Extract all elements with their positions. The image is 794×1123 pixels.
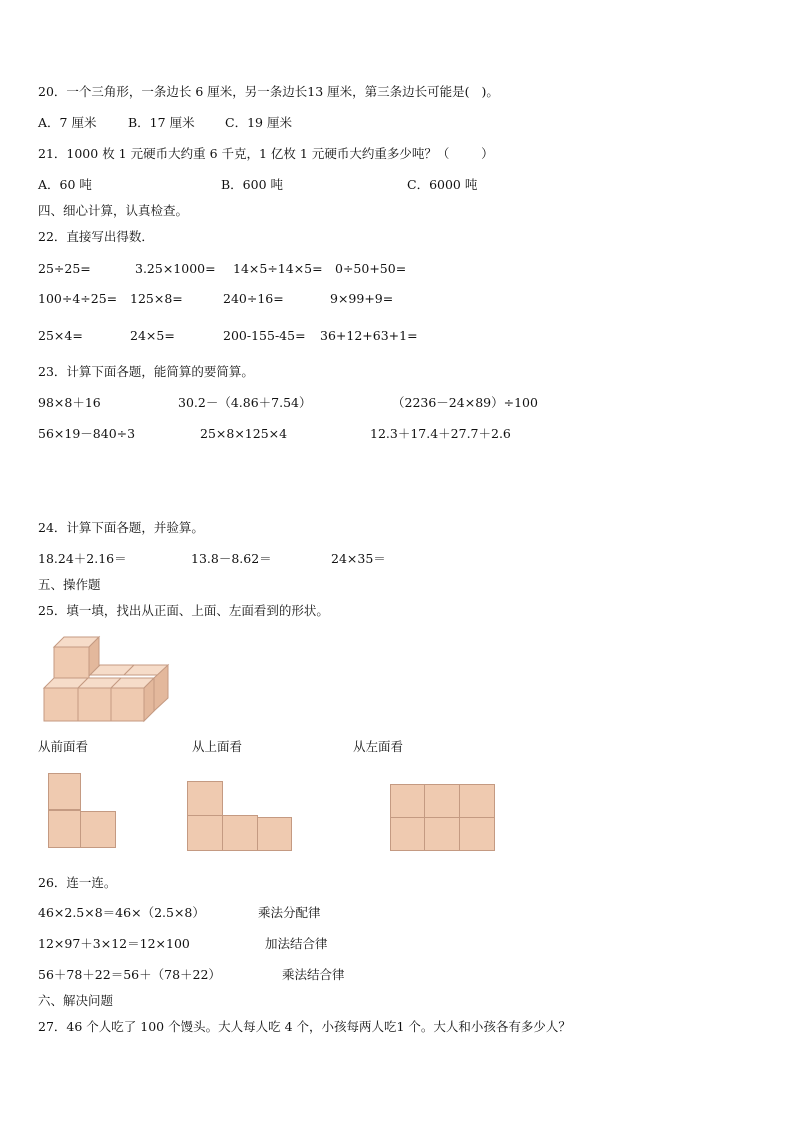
- q20-stem: 20．一个三角形，一条边长 6 厘米，另一条边长13 厘米，第三条边长可能是( )。: [38, 84, 499, 99]
- q22-item: 240÷16=: [223, 291, 284, 306]
- q23-item: 30.2－（4.86＋7.54）: [178, 395, 312, 410]
- view-square: [187, 815, 223, 851]
- q22-item: 36+12+63+1=: [320, 328, 418, 343]
- q23-item: 56×19－840÷3: [38, 426, 136, 441]
- q22-item: 3.25×1000=: [135, 261, 216, 276]
- q21-option-c[interactable]: C．6000 吨: [407, 177, 478, 192]
- view-square: [80, 811, 116, 848]
- q22-stem: 22．直接写出得数．: [38, 229, 154, 244]
- q24-item: 18.24＋2.16＝: [38, 551, 127, 566]
- view-square: [48, 810, 81, 848]
- q21-stem: 21．1000 枚 1 元硬币大约重 6 千克，1 亿枚 1 元硬币大约重多少吨？（ ）: [38, 146, 494, 161]
- q24-item: 13.8－8.62＝: [191, 551, 272, 566]
- q20-option-c[interactable]: C．19 厘米: [225, 115, 292, 130]
- q22-item: 0÷50+50=: [335, 261, 407, 276]
- q22-item: 25÷25=: [38, 261, 91, 276]
- section-4-heading: 四、细心计算，认真检查。: [38, 203, 189, 218]
- q27-stem: 27．46 个人吃了 100 个馒头。大人每人吃 4 个，小孩每两人吃1 个。大人和小孩各有多少人？: [38, 1019, 571, 1034]
- section-6-heading: 六、解决问题: [38, 993, 114, 1008]
- q26-right-item[interactable]: 乘法结合律: [282, 967, 345, 982]
- q23-item: 98×8＋16: [38, 395, 101, 410]
- cube-front-face: [44, 688, 78, 721]
- q22-item: 25×4=: [38, 328, 83, 343]
- view-square: [187, 781, 223, 816]
- q23-item: 12.3＋17.4＋27.7＋2.6: [370, 426, 511, 441]
- q26-left-item[interactable]: 12×97＋3×12＝12×100: [38, 936, 190, 951]
- view-label-left: 从左面看: [353, 739, 404, 754]
- q26-right-item[interactable]: 加法结合律: [265, 936, 328, 951]
- q22-item: 125×8=: [130, 291, 183, 306]
- q25-stem: 25．填一填，找出从正面、上面、左面看到的形状。: [38, 603, 329, 618]
- q23-item: 25×8×125×4: [200, 426, 288, 441]
- q23-item: （2236－24×89）÷100: [392, 395, 538, 410]
- q22-item: 200-155-45=: [223, 328, 306, 343]
- q26-left-item[interactable]: 46×2.5×8＝46×（2.5×8）: [38, 905, 205, 920]
- section-5-heading: 五、操作题: [38, 577, 101, 592]
- view-square: [222, 815, 258, 851]
- q22-item: 9×99+9=: [330, 291, 394, 306]
- q22-item: 14×5÷14×5=: [233, 261, 323, 276]
- view-square: [48, 773, 81, 810]
- view-label-front: 从前面看: [38, 739, 89, 754]
- q20-option-a[interactable]: A．7 厘米: [38, 115, 97, 130]
- q21-option-b[interactable]: B．600 吨: [221, 177, 284, 192]
- cube-stack-figure: [40, 632, 172, 726]
- q24-stem: 24．计算下面各题，并验算。: [38, 520, 204, 535]
- q20-option-b[interactable]: B．17 厘米: [128, 115, 195, 130]
- q23-stem: 23．计算下面各题，能简算的要简算。: [38, 364, 254, 379]
- view-label-top: 从上面看: [192, 739, 243, 754]
- q26-left-item[interactable]: 56＋78＋22＝56＋（78＋22）: [38, 967, 221, 982]
- q22-item: 100÷4÷25=: [38, 291, 118, 306]
- q24-item: 24×35＝: [331, 551, 386, 566]
- cube-front-face: [111, 688, 144, 721]
- cube-front-face: [54, 647, 89, 678]
- q26-right-item[interactable]: 乘法分配律: [258, 905, 321, 920]
- q21-option-a[interactable]: A．60 吨: [38, 177, 92, 192]
- cube-front-face: [78, 688, 111, 721]
- view-square: [257, 817, 292, 851]
- q22-item: 24×5=: [130, 328, 175, 343]
- left-view-shape: [390, 784, 495, 851]
- q26-stem: 26．连一连。: [38, 875, 117, 890]
